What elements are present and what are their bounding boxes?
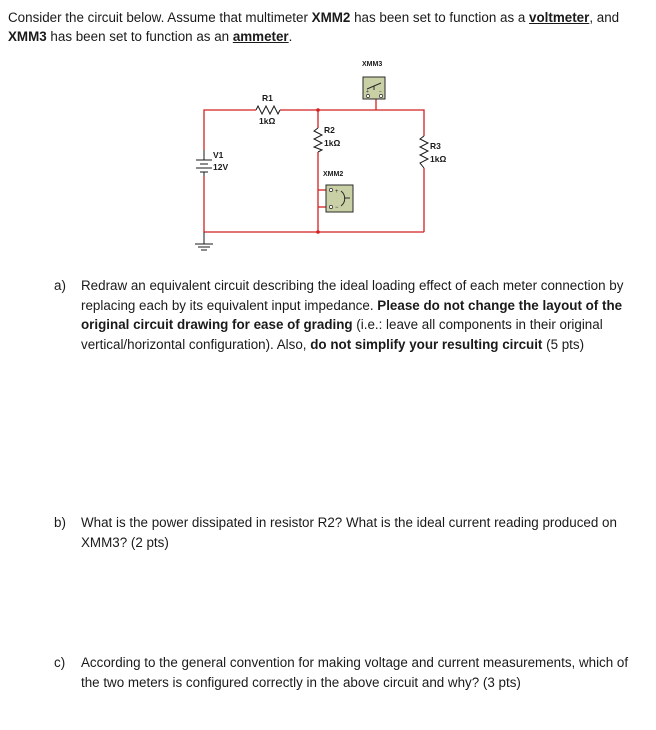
svg-text:−: − (379, 89, 382, 95)
xmm2-ref: XMM2 (311, 10, 351, 25)
circuit-diagram (0, 0, 656, 270)
question-a-text: Redraw an equivalent circuit describing the ideal loading effect of each meter connection by replacing each by its equivalent input impedance. Please do not change the layout of the original circuit drawing for ease of grading (i.e.: leave all components in their original vertical/horizontal configuration). Also, do not simplify your resulting circuit (5 pts) (81, 278, 624, 352)
resistor-r3-symbol (420, 136, 428, 168)
intro-text: has been set to function as an (46, 29, 233, 44)
question-c-label: c) (54, 655, 66, 670)
question-c (54, 653, 640, 692)
junction-dot (316, 108, 320, 112)
r1-value: 1kΩ (259, 116, 276, 126)
question-b-text: What is the power dissipated in resistor R2? What is the ideal current reading produced on XMM3? (2 pts) (81, 515, 617, 550)
voltmeter-ref: voltmeter (529, 10, 590, 25)
question-c-text: According to the general convention for making voltage and current measurements, which of the two meters is configured correctly in the above circuit and why? (3 pts) (81, 655, 629, 690)
junction-dot (316, 230, 320, 234)
multimeter-xmm2-icon (326, 185, 353, 212)
resistor-r1-symbol (256, 106, 280, 114)
v1-value: 12V (213, 162, 229, 172)
multimeter-xmm3-icon (363, 77, 385, 99)
svg-text:+: + (366, 89, 369, 95)
question-b-label: b) (54, 515, 66, 530)
question-a-label: a) (54, 278, 66, 293)
r3-label: R3 (430, 141, 441, 151)
v1-label: V1 (213, 150, 224, 160)
ground-icon (195, 244, 213, 250)
ammeter-ref: ammeter (232, 29, 289, 44)
xmm2-label: XMM2 (323, 171, 344, 178)
xmm3-ref: XMM3 (8, 29, 47, 44)
circuit-wires (204, 99, 424, 232)
r2-value: 1kΩ (324, 138, 341, 148)
battery-v1-symbol (196, 150, 212, 176)
r3-value: 1kΩ (430, 154, 447, 164)
svg-text:−: − (335, 205, 339, 211)
question-b (54, 513, 640, 552)
r2-label: R2 (324, 125, 335, 135)
svg-text:+: + (335, 189, 339, 195)
intro-text: . (288, 29, 293, 44)
resistor-r2-symbol (314, 128, 322, 152)
intro-text: Consider the circuit below. Assume that multimeter (8, 10, 312, 25)
intro-text: , and (589, 10, 620, 25)
question-a (54, 276, 640, 354)
xmm3-label: XMM3 (362, 61, 383, 68)
r1-label: R1 (262, 93, 273, 103)
intro-text: has been set to function as a (350, 10, 530, 25)
